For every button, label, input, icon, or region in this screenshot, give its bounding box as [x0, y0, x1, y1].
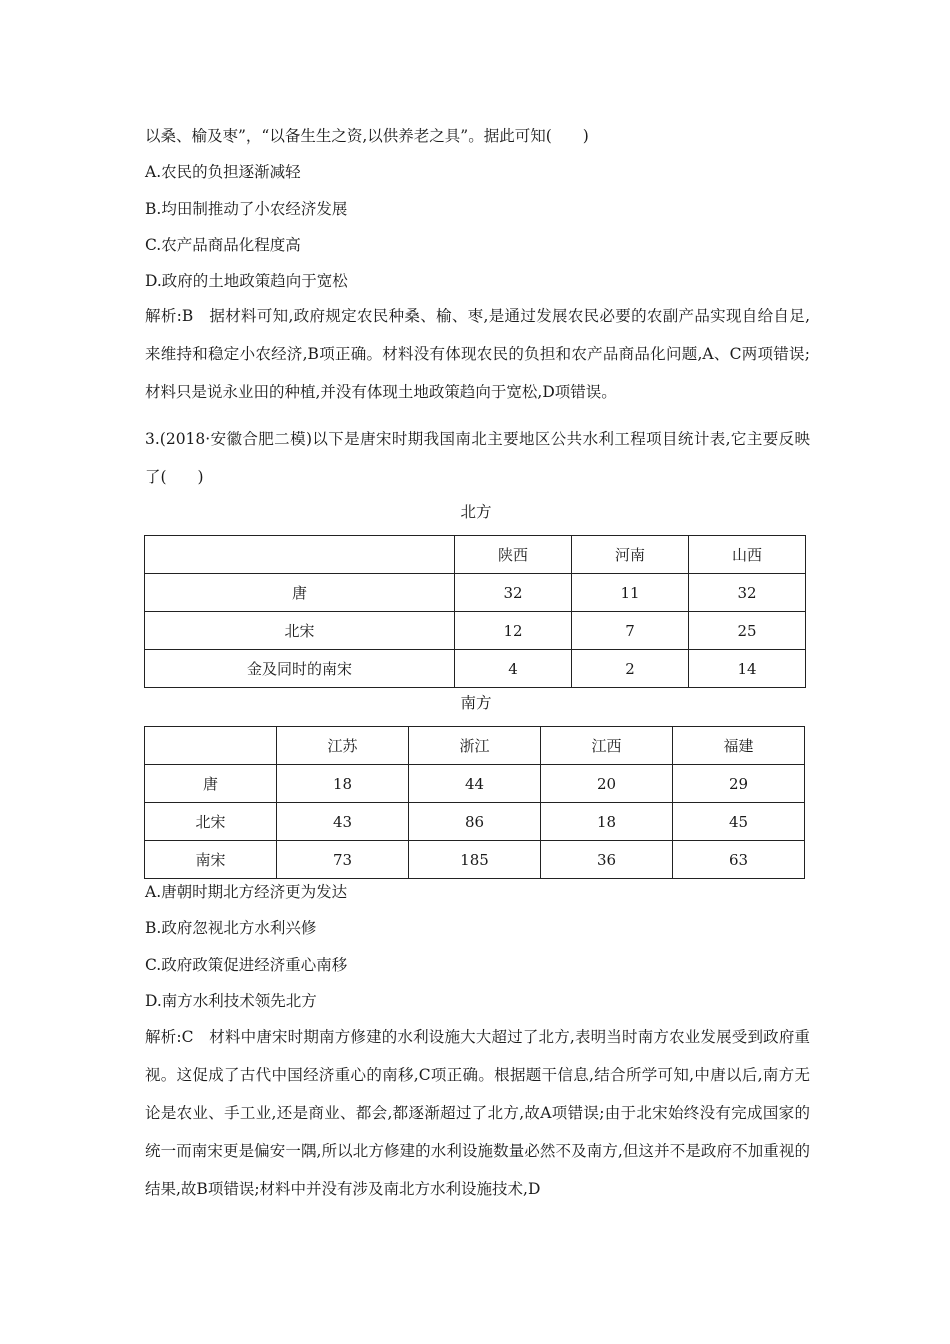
table-cell: 14: [689, 650, 806, 688]
table-cell: 32: [689, 574, 806, 612]
table-cell: 18: [277, 765, 409, 803]
q2-analysis: 解析:B 据材料可知,政府规定农民种桑、榆、枣,是通过发展农民必要的农副产品实现自给自足,来维持和稳定小农经济,B项正确。材料没有体现农民的负担和农产品商品化问题,A、C两项错误;材料只是说永业田的种植,并没有体现土地政策趋向于宽松,D项错误。: [145, 307, 810, 401]
q2-option-a: A.农民的负担逐渐减轻: [145, 163, 301, 181]
table-cell: 86: [409, 803, 541, 841]
table-cell: 45: [673, 803, 805, 841]
q2-option-c: C.农产品商品化程度高: [145, 236, 301, 254]
table-cell: 32: [455, 574, 572, 612]
table-cell: 唐: [145, 574, 455, 612]
north-table: [144, 535, 806, 688]
table-header: 江苏: [277, 727, 409, 765]
south-table-caption: 南方: [460, 694, 492, 712]
table-cell: [145, 536, 455, 574]
table-cell: 185: [409, 841, 541, 879]
table-row: [145, 841, 805, 879]
table-header: 江西: [541, 727, 673, 765]
table-header-row: [145, 727, 805, 765]
table-cell: 18: [541, 803, 673, 841]
table-cell: 唐: [145, 765, 277, 803]
q3-stem: 3.(2018·安徽合肥二模)以下是唐宋时期我国南北主要地区公共水利工程项目统计表,它主要反映了( ): [145, 430, 810, 486]
table-header: 福建: [673, 727, 805, 765]
table-cell: 北宋: [145, 803, 277, 841]
table-cell: 25: [689, 612, 806, 650]
table-header: 河南: [572, 536, 689, 574]
q3-option-b: B.政府忽视北方水利兴修: [145, 919, 317, 937]
table-row: [145, 803, 805, 841]
q3-option-d: D.南方水利技术领先北方: [145, 992, 317, 1010]
table-cell: 11: [572, 574, 689, 612]
table-cell: 12: [455, 612, 572, 650]
table-cell: 36: [541, 841, 673, 879]
table-row: [145, 650, 806, 688]
q3-option-c: C.政府政策促进经济重心南移: [145, 956, 348, 974]
table-cell: 63: [673, 841, 805, 879]
table-header: 山西: [689, 536, 806, 574]
south-table: [144, 726, 805, 879]
table-cell: 7: [572, 612, 689, 650]
q3-analysis: 解析:C 材料中唐宋时期南方修建的水利设施大大超过了北方,表明当时南方农业发展受到政府重视。这促成了古代中国经济重心的南移,C项正确。根据题干信息,结合所学可知,中唐以后,南方无论是农业、手工业,还是商业、都会,都逐渐超过了北方,故A项错误;由于北宋始终没有完成国家的统一而南宋更是偏安一隅,所以北方修建的水利设施数量必然不及南方,但这并不是政府不加重视的结果,故B项错误;材料中并没有涉及南北方水利设施技术,D: [145, 1028, 810, 1198]
table-cell: 44: [409, 765, 541, 803]
table-row: [145, 612, 806, 650]
table-cell: [145, 727, 277, 765]
q3-option-a: A.唐朝时期北方经济更为发达: [145, 883, 348, 901]
north-table-caption: 北方: [460, 503, 492, 521]
table-cell: 南宋: [145, 841, 277, 879]
q2-option-d: D.政府的土地政策趋向于宽松: [145, 272, 348, 290]
table-row: [145, 574, 806, 612]
q2-option-b: B.均田制推动了小农经济发展: [145, 200, 348, 218]
table-row: [145, 765, 805, 803]
table-cell: 2: [572, 650, 689, 688]
table-cell: 4: [455, 650, 572, 688]
table-cell: 北宋: [145, 612, 455, 650]
question-2-stem-end: 以桑、榆及枣”，“以备生生之资,以供养老之具”。据此可知( ): [145, 127, 589, 145]
table-cell: 金及同时的南宋: [145, 650, 455, 688]
table-cell: 73: [277, 841, 409, 879]
table-header: 浙江: [409, 727, 541, 765]
table-cell: 20: [541, 765, 673, 803]
table-header-row: [145, 536, 806, 574]
table-header: 陕西: [455, 536, 572, 574]
table-cell: 43: [277, 803, 409, 841]
table-cell: 29: [673, 765, 805, 803]
